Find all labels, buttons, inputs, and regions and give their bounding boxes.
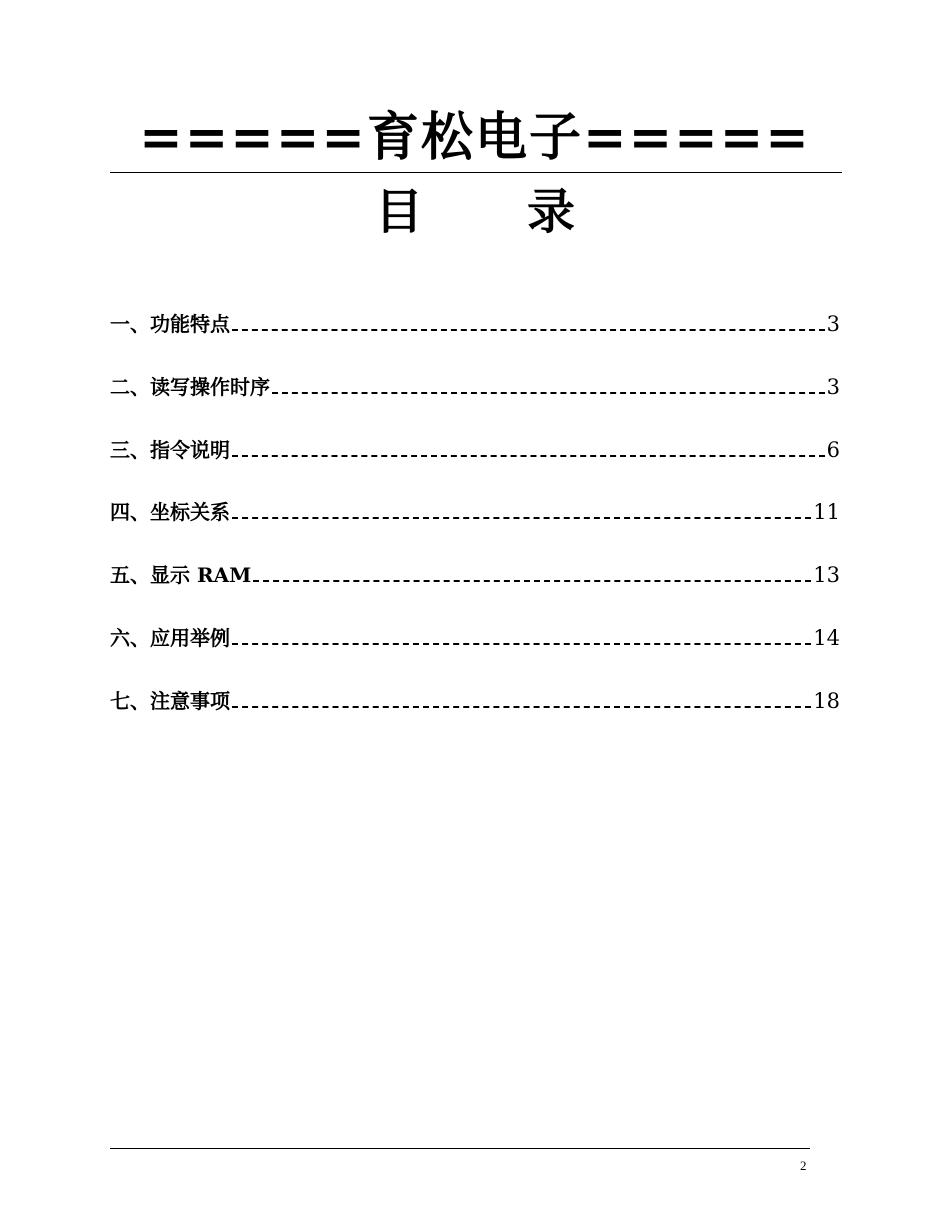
toc-entry-page: 11 [813, 500, 840, 525]
toc-entry[interactable] [110, 622, 840, 685]
toc-title-right: 录 [527, 184, 576, 240]
toc-entry[interactable] [110, 308, 840, 371]
toc-dot-leader [232, 517, 811, 519]
toc-dot-leader [232, 706, 811, 708]
toc-entry-label: 一、功能特点 [110, 312, 230, 336]
toc-dot-leader [232, 455, 825, 457]
toc-entry-label: 四、坐标关系 [110, 500, 230, 525]
toc-entry[interactable] [110, 434, 840, 497]
brand-header: =====育松电子===== [139, 107, 811, 168]
toc-entry-label: 五、显示 RAM [110, 563, 252, 588]
toc-entry-page: 14 [813, 625, 840, 650]
toc-entry-label: 二、读写操作时序 [110, 374, 270, 399]
toc-entry-page: 6 [826, 437, 840, 462]
toc-entry-page: 13 [813, 563, 840, 588]
toc-entry[interactable] [110, 371, 840, 434]
toc-entry-page: 3 [826, 374, 840, 399]
header-divider [110, 172, 842, 173]
toc-entry[interactable] [110, 685, 840, 748]
toc-dot-leader [232, 329, 825, 331]
toc-entry[interactable] [110, 496, 840, 559]
toc-dot-leader [272, 392, 825, 394]
toc-entry-label: 六、应用举例 [110, 625, 230, 650]
toc-entry-label: 七、注意事项 [110, 688, 230, 713]
footer-divider [110, 1148, 810, 1149]
toc-title-left: 目 [374, 184, 423, 240]
toc-entry[interactable] [110, 559, 840, 622]
toc-entry-page: 18 [813, 688, 840, 713]
toc-entry-page: 3 [826, 312, 840, 336]
table-of-contents [110, 308, 840, 748]
toc-dot-leader [232, 643, 811, 645]
page-number: 2 [800, 1158, 807, 1173]
toc-dot-leader [253, 580, 811, 582]
toc-entry-label: 三、指令说明 [110, 437, 230, 462]
toc-title [0, 182, 950, 242]
